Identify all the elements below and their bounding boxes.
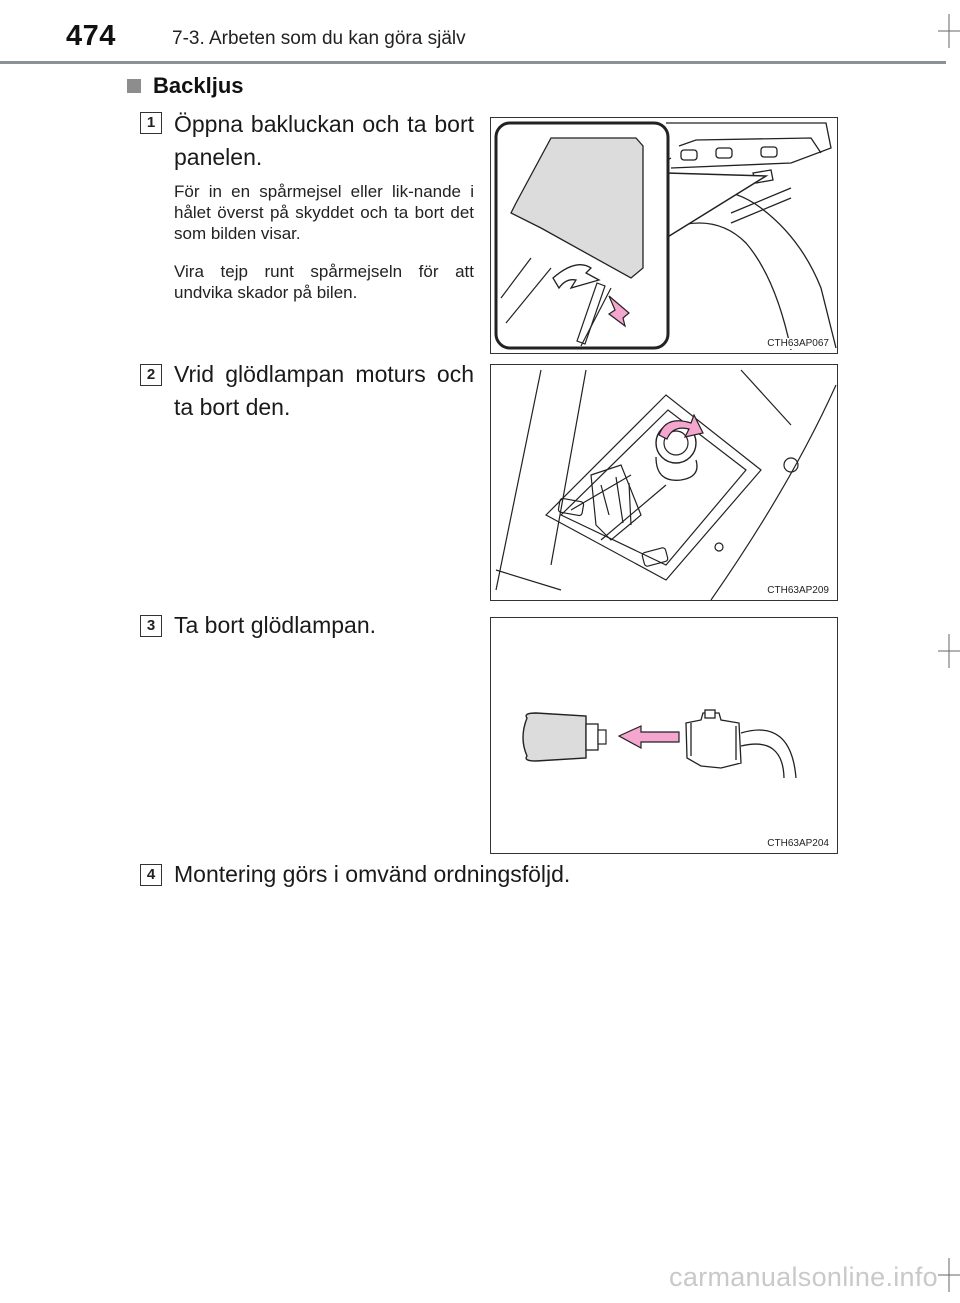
- step-1-badge: 1: [140, 112, 162, 134]
- figure-tailgate-panel: [490, 117, 838, 354]
- figure-bulb-socket: [490, 364, 838, 601]
- step-1-note-1: För in en spårmejsel eller lik-nande i hålet överst på skyddet och ta bort det som bilden visar.: [174, 182, 474, 243]
- section-title: 7-3. Arbeten som du kan göra själv: [172, 28, 466, 49]
- tailgate-illustration: [491, 118, 838, 354]
- step-3-badge: 3: [140, 615, 162, 637]
- bulb-illustration: [491, 618, 838, 854]
- socket-illustration: [491, 365, 838, 601]
- heading-square-icon: [127, 79, 141, 93]
- subsection-heading: Backljus: [153, 73, 244, 98]
- step-3-text: Ta bort glödlampan.: [174, 612, 377, 638]
- header-divider: [0, 61, 946, 64]
- figure-bulb-removal: [490, 617, 838, 854]
- figure-3-code: CTH63AP204: [767, 838, 829, 849]
- step-2-text: Vrid glödlampan moturs och ta bort den.: [174, 361, 474, 420]
- figure-2-code: CTH63AP209: [767, 585, 829, 596]
- crop-mark-middle: [938, 634, 960, 668]
- crop-mark-top: [938, 14, 960, 48]
- crop-mark-bottom: [938, 1258, 960, 1292]
- step-1-note-2: Vira tejp runt spårmejseln för att undvika skador på bilen.: [174, 262, 474, 302]
- step-4-badge: 4: [140, 864, 162, 886]
- watermark: carmanualsonline.info: [669, 1262, 938, 1292]
- page-number: 474: [66, 20, 116, 52]
- step-2-badge: 2: [140, 364, 162, 386]
- step-1-text: Öppna bakluckan och ta bort panelen.: [174, 111, 474, 170]
- step-4-text: Montering görs i omvänd ordningsföljd.: [174, 861, 571, 887]
- figure-1-code: CTH63AP067: [767, 338, 829, 349]
